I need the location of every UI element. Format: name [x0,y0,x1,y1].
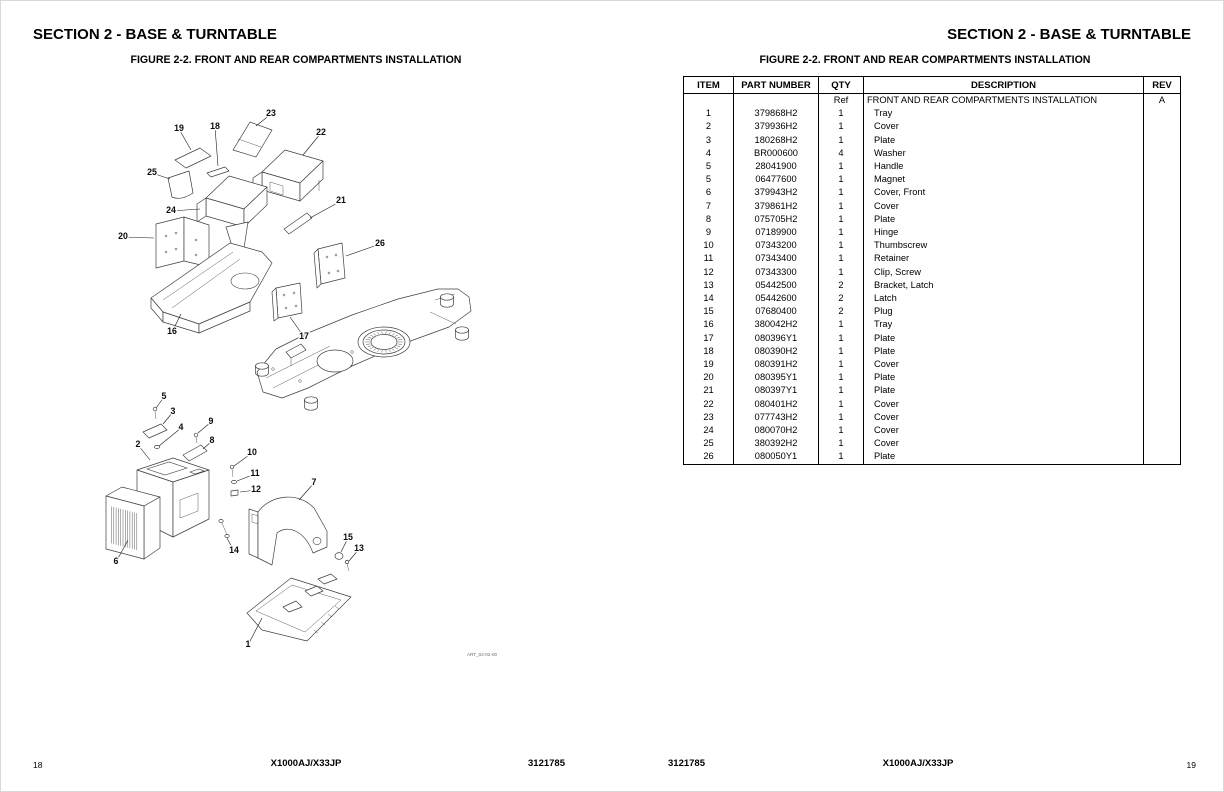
cell-item: 7 [684,200,734,213]
cell-description: Latch [864,292,1144,305]
cell-description: Cover [864,437,1144,450]
diagram-callout: 23 [266,108,276,118]
cell-item: 3 [684,134,734,147]
cell-qty: 1 [819,345,864,358]
cell-item: 6 [684,186,734,199]
diagram-callout: 11 [250,468,260,478]
cell-qty: 1 [819,252,864,265]
diagram-callout: 17 [299,331,309,341]
cell-item: 1 [684,107,734,120]
cell-description: Washer [864,147,1144,160]
cell-description: Plate [864,371,1144,384]
table-row [684,120,1181,133]
cell-item: 15 [684,305,734,318]
cell-rev [1144,213,1181,226]
cell-description: Plate [864,384,1144,397]
diagram-part-thumbscrew-10 [230,465,234,477]
cell-qty: 1 [819,200,864,213]
diagram-callout: 13 [354,543,364,553]
diagram-part-plate-19 [175,148,211,168]
cell-rev [1144,134,1181,147]
cell-rev [1144,437,1181,450]
cell-part-number: 080391H2 [734,358,819,371]
cell-description: Plate [864,213,1144,226]
cell-qty: 1 [819,437,864,450]
table-row [684,173,1181,186]
cell-rev [1144,332,1181,345]
diagram-callout: 14 [229,545,239,555]
diagram-callout: 2 [135,439,141,449]
diagram-callout: 22 [316,127,326,137]
art-reference-label: ART_02-02-00 [467,652,498,657]
cell-qty: 1 [819,226,864,239]
cell-qty: 1 [819,266,864,279]
cell-item: 23 [684,411,734,424]
cell-qty: 1 [819,213,864,226]
cell-description: Cover [864,411,1144,424]
diagram-callout: 1 [245,639,251,649]
table-row [684,213,1181,226]
table-row [684,147,1181,160]
table-row [684,371,1181,384]
diagram-part-screw-13 [345,560,349,571]
cell-rev [1144,120,1181,133]
cell-item: 22 [684,398,734,411]
table-row [684,398,1181,411]
table-row [684,266,1181,279]
cell-part-number: 379943H2 [734,186,819,199]
right-page [612,0,1224,792]
cell-qty: Ref [819,94,864,108]
cell-description: Plate [864,450,1144,464]
diagram-part-plate-20 [156,217,209,268]
diagram-part-bar-18 [207,167,229,177]
cell-item: 26 [684,450,734,464]
cell-part-number: 07343200 [734,239,819,252]
cell-description: Plug [864,305,1144,318]
page-number-right: 19 [1186,760,1196,770]
diagram-part-screw-14 [219,519,229,537]
diagram-callout: 19 [174,123,184,133]
cell-item: 16 [684,318,734,331]
diagram-part-plate-26 [314,243,345,288]
cell-part-number: 379936H2 [734,120,819,133]
cell-item: 11 [684,252,734,265]
cell-description: Bracket, Latch [864,279,1144,292]
cell-item: 2 [684,120,734,133]
cell-rev [1144,107,1181,120]
cell-rev [1144,252,1181,265]
cell-item: 4 [684,147,734,160]
cell-qty: 2 [819,305,864,318]
col-header-item: ITEM [684,77,734,94]
diagram-callout: 26 [375,238,385,248]
cell-description: Cover [864,398,1144,411]
table-row [684,94,1181,108]
cell-description: Plate [864,332,1144,345]
table-header-row [684,77,1181,94]
diagram-callout: 6 [113,556,119,566]
cell-qty: 1 [819,411,864,424]
diagram-part-screw-5 [153,407,157,419]
figure-title-left: FIGURE 2-2. FRONT AND REAR COMPARTMENTS INSTALLATION [130,54,462,66]
diagram-callout: 4 [178,422,184,432]
table-row [684,200,1181,213]
cell-rev [1144,160,1181,173]
cell-description: Plate [864,134,1144,147]
cell-part-number: 075705H2 [734,213,819,226]
cell-rev [1144,424,1181,437]
cell-rev [1144,266,1181,279]
cell-rev: A [1144,94,1181,108]
diagram-part-screw-9 [194,433,198,443]
cell-part-number: 080397Y1 [734,384,819,397]
diagram-callout: 20 [118,231,128,241]
cell-description: Magnet [864,173,1144,186]
cell-rev [1144,411,1181,424]
cell-qty: 1 [819,239,864,252]
cell-part-number: 380392H2 [734,437,819,450]
cell-part-number: 380042H2 [734,318,819,331]
cell-description: Retainer [864,252,1144,265]
diagram-callout: 15 [343,532,353,542]
table-row [684,107,1181,120]
cell-part-number: 07343300 [734,266,819,279]
cell-item: 19 [684,358,734,371]
cell-item: 9 [684,226,734,239]
cell-part-number: 05442500 [734,279,819,292]
cell-item: 20 [684,371,734,384]
cell-qty: 1 [819,358,864,371]
footer-doc-number-left: 3121785 [528,758,565,769]
diagram-callout: 10 [247,447,257,457]
cell-rev [1144,239,1181,252]
cell-part-number: 06477600 [734,173,819,186]
col-header-rev: REV [1144,77,1181,94]
cell-part-number: 379861H2 [734,200,819,213]
table-row [684,332,1181,345]
cell-qty: 1 [819,450,864,464]
table-row [684,186,1181,199]
cell-item: 17 [684,332,734,345]
cell-item: 21 [684,384,734,397]
cell-description: Tray [864,107,1144,120]
cell-item [684,94,734,108]
cell-qty: 1 [819,186,864,199]
cell-qty: 4 [819,147,864,160]
cell-item: 24 [684,424,734,437]
diagram-part-plate-21 [284,213,312,234]
cell-part-number: 05442600 [734,292,819,305]
cell-item: 13 [684,279,734,292]
table-row [684,292,1181,305]
callout-leader-line [215,127,218,166]
table-row [684,239,1181,252]
cell-description: Tray [864,318,1144,331]
cell-description: Thumbscrew [864,239,1144,252]
cell-item: 10 [684,239,734,252]
footer-model-right: X1000AJ/X33JP [882,758,954,769]
cell-description: Cover [864,424,1144,437]
table-row [684,318,1181,331]
cell-description: Handle [864,160,1144,173]
diagram-callout: 9 [208,416,214,426]
table-row [684,226,1181,239]
cell-description: FRONT AND REAR COMPARTMENTS INSTALLATION [864,94,1144,108]
cell-qty: 1 [819,371,864,384]
diagram-part-washer-4 [154,445,159,448]
parts-table [683,76,1181,465]
cell-description: Hinge [864,226,1144,239]
cell-item: 5 [684,173,734,186]
cell-part-number: 080396Y1 [734,332,819,345]
diagram-callout: 12 [251,484,261,494]
cell-item: 18 [684,345,734,358]
diagram-callout: 18 [210,121,220,131]
cell-part-number: 080390H2 [734,345,819,358]
col-header-qty: QTY [819,77,864,94]
section-title-right: SECTION 2 - BASE & TURNTABLE [947,26,1191,43]
cell-item: 8 [684,213,734,226]
cell-rev [1144,173,1181,186]
diagram-callout: 8 [209,435,215,445]
cell-description: Cover [864,120,1144,133]
cell-qty: 1 [819,160,864,173]
cell-rev [1144,186,1181,199]
cell-qty: 2 [819,279,864,292]
cell-part-number: 07189900 [734,226,819,239]
cell-part-number: BR000600 [734,147,819,160]
cell-part-number: 077743H2 [734,411,819,424]
cell-rev [1144,345,1181,358]
cell-rev [1144,398,1181,411]
table-row [684,279,1181,292]
diagram-part-plate-3 [143,424,167,438]
cell-qty: 1 [819,120,864,133]
cell-part-number: 080401H2 [734,398,819,411]
table-row [684,345,1181,358]
cell-rev [1144,292,1181,305]
cell-rev [1144,318,1181,331]
col-header-description: DESCRIPTION [864,77,1144,94]
cell-qty: 1 [819,398,864,411]
diagram-part-plate-8 [183,445,207,461]
diagram-part-tray-1 [247,574,351,641]
cell-qty: 2 [819,292,864,305]
cell-qty: 1 [819,424,864,437]
cell-description: Cover [864,358,1144,371]
cell-description: Plate [864,345,1144,358]
table-row [684,384,1181,397]
cell-qty: 1 [819,134,864,147]
cell-item: 12 [684,266,734,279]
cell-part-number: 180268H2 [734,134,819,147]
cell-rev [1144,358,1181,371]
cell-rev [1144,384,1181,397]
footer-model-left: X1000AJ/X33JP [270,758,342,769]
diagram-part-cover-23 [233,122,272,157]
cell-qty: 1 [819,384,864,397]
cell-qty: 1 [819,318,864,331]
diagram-callout: 5 [161,391,167,401]
cell-part-number: 080395Y1 [734,371,819,384]
table-row [684,252,1181,265]
diagram-part-cover-7 [249,497,327,565]
cell-part-number: 080050Y1 [734,450,819,464]
cell-description: Clip, Screw [864,266,1144,279]
cell-part-number: 07680400 [734,305,819,318]
cell-rev [1144,226,1181,239]
table-row [684,134,1181,147]
cell-item: 14 [684,292,734,305]
page-number-left: 18 [33,760,43,770]
cell-rev [1144,450,1181,464]
table-row [684,437,1181,450]
cell-rev [1144,279,1181,292]
cell-rev [1144,371,1181,384]
table-row [684,411,1181,424]
table-row [684,424,1181,437]
diagram-part-clip-12 [231,490,238,496]
cell-part-number: 080070H2 [734,424,819,437]
cell-rev [1144,147,1181,160]
table-row [684,305,1181,318]
diagram-part-plug-15 [335,553,343,560]
diagram-callout: 7 [311,477,317,487]
diagram-part-plate-25 [168,171,193,198]
cell-rev [1144,200,1181,213]
table-row [684,160,1181,173]
figure-title-right: FIGURE 2-2. FRONT AND REAR COMPARTMENTS INSTALLATION [759,54,1091,66]
cell-qty: 1 [819,332,864,345]
footer-doc-number-right: 3121785 [668,758,705,769]
cell-part-number: 07343400 [734,252,819,265]
cell-rev [1144,305,1181,318]
diagram-part-cover-6 [106,487,160,559]
cell-item: 5 [684,160,734,173]
table-row [684,450,1181,464]
cell-qty: 1 [819,173,864,186]
cell-description: Cover, Front [864,186,1144,199]
cell-item: 25 [684,437,734,450]
diagram-callout: 16 [167,326,177,336]
diagram-callout: 21 [336,195,346,205]
cell-part-number: 379868H2 [734,107,819,120]
table-row [684,358,1181,371]
diagram-callout: 25 [147,167,157,177]
cell-description: Cover [864,200,1144,213]
cell-part-number: 28041900 [734,160,819,173]
diagram-part-plate-17 [272,283,302,321]
diagram-callout: 3 [170,406,176,416]
cell-qty: 1 [819,107,864,120]
diagram-callout: 24 [166,205,176,215]
section-title-left: SECTION 2 - BASE & TURNTABLE [33,26,277,43]
col-header-part-number: PART NUMBER [734,77,819,94]
cell-part-number [734,94,819,108]
diagram-part-retainer-11 [231,480,236,483]
